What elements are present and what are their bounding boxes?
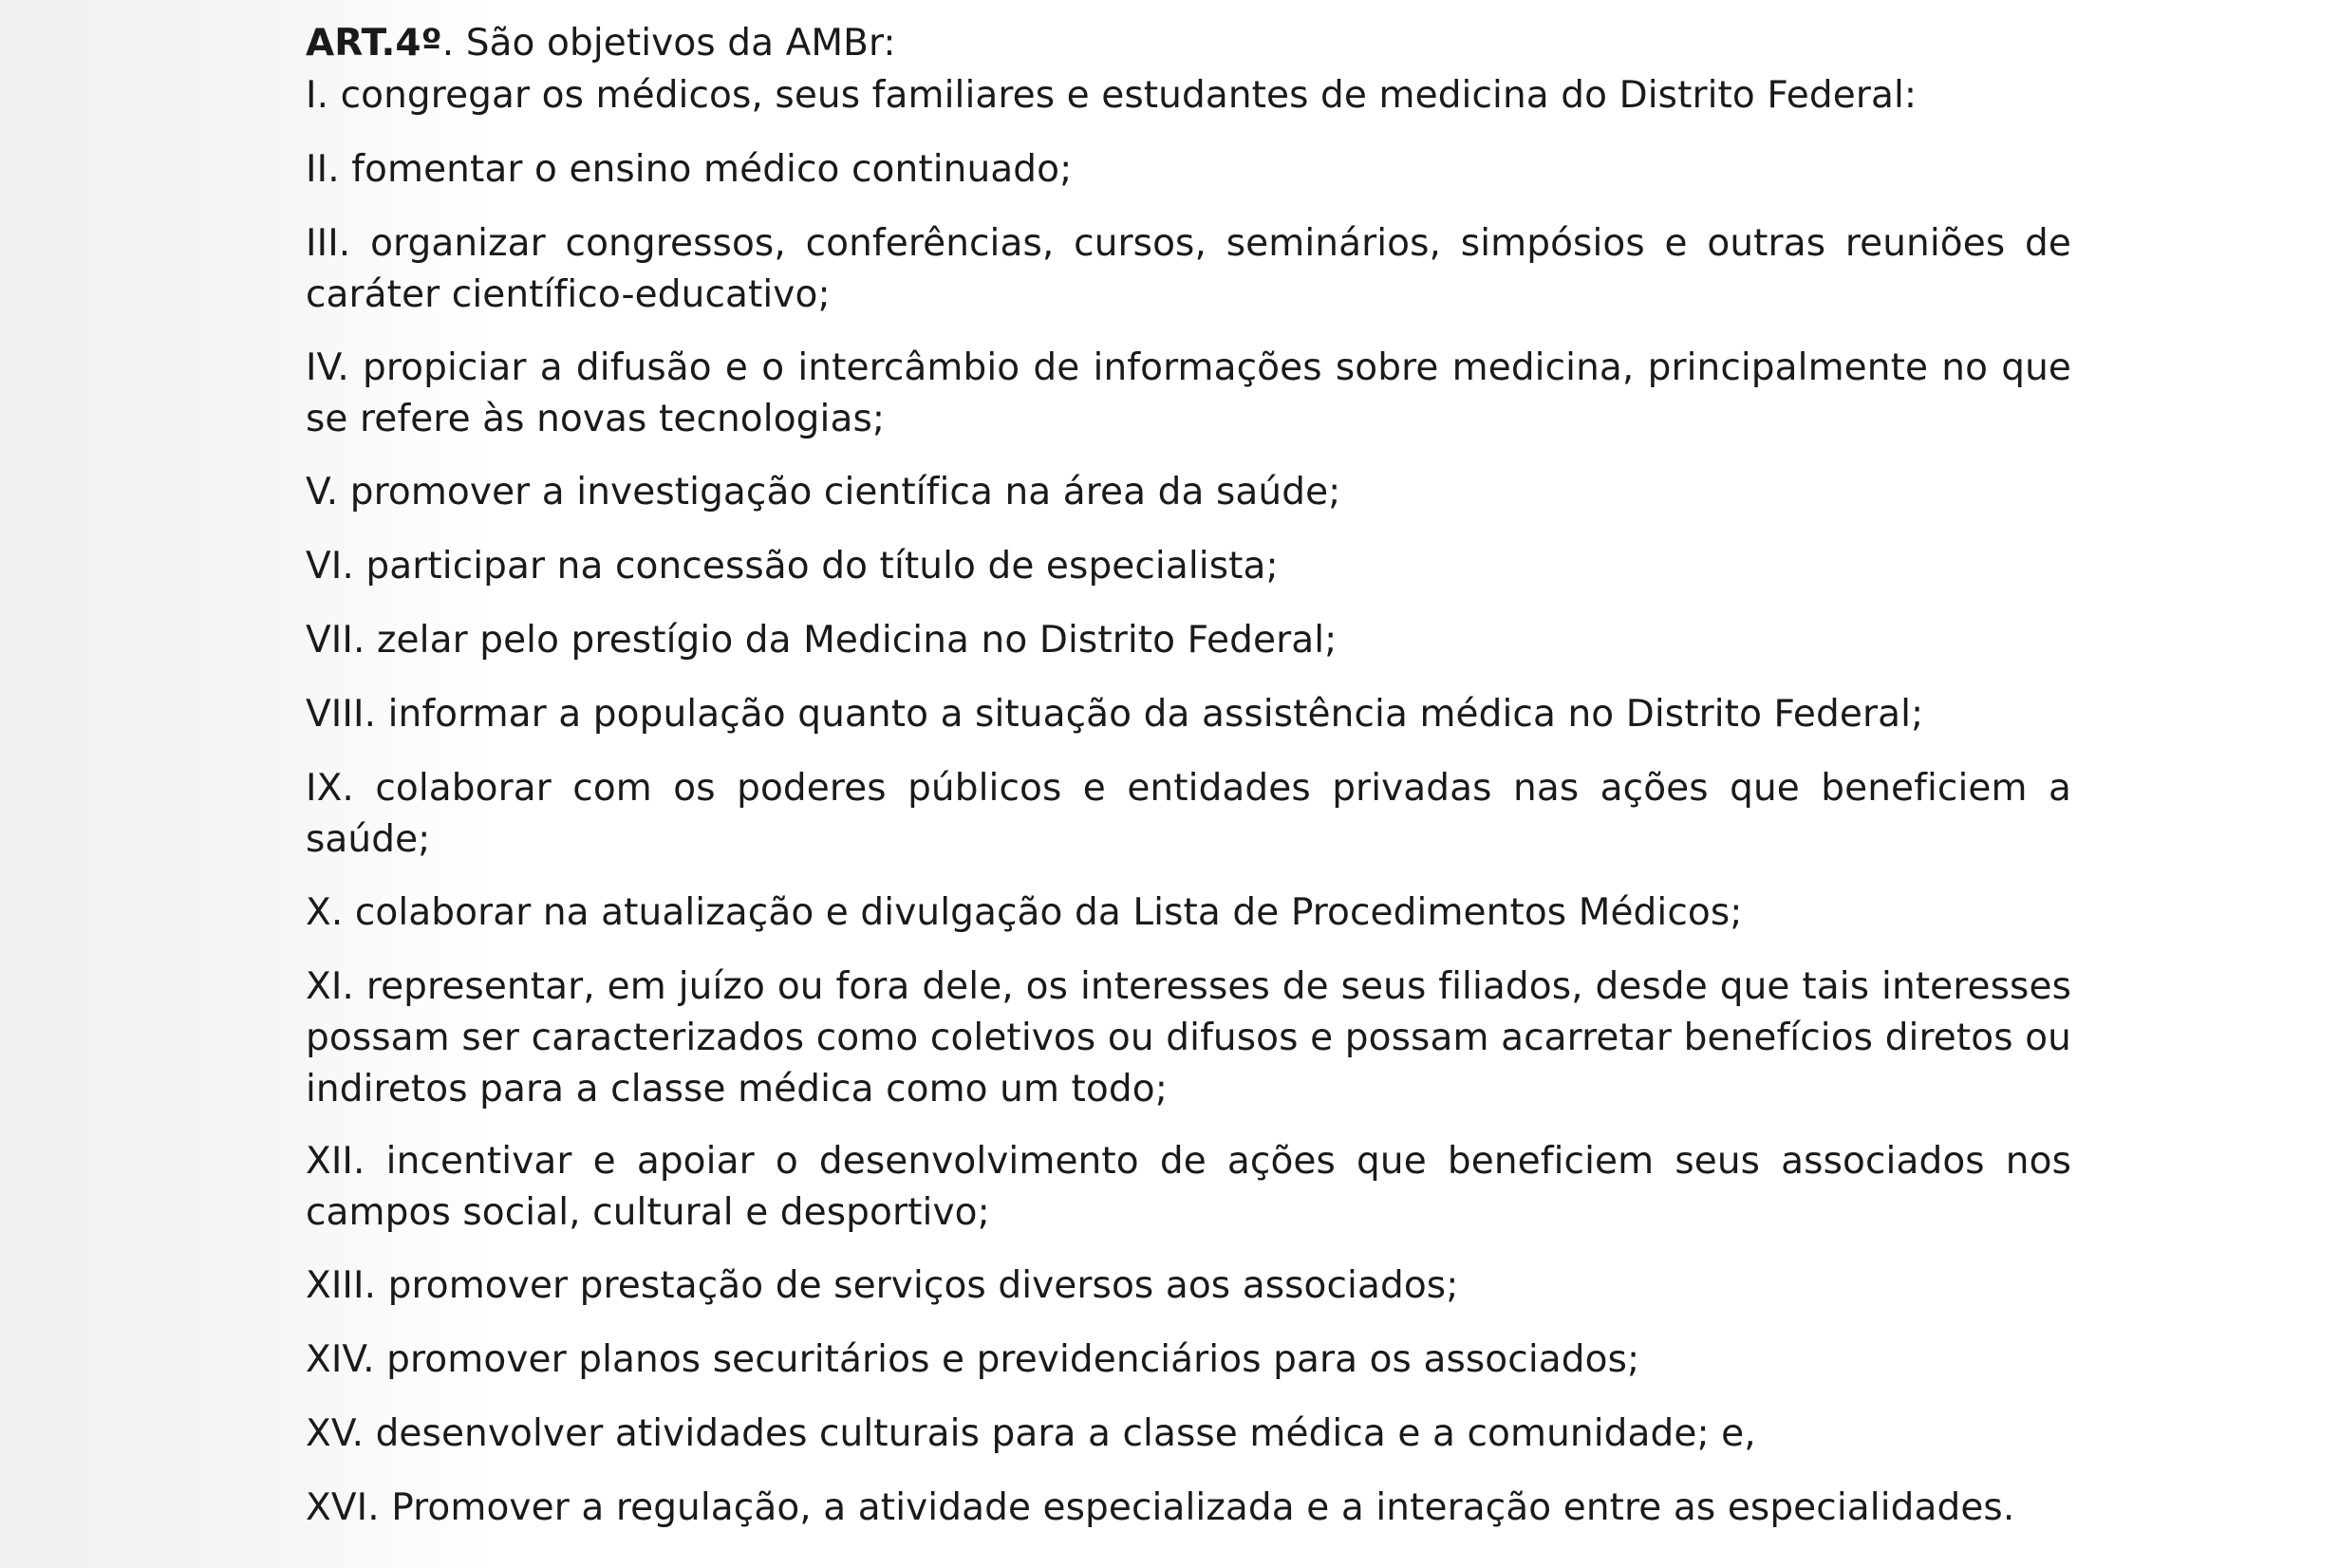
list-item <box>306 961 2071 1136</box>
list-item <box>306 615 2071 689</box>
list-item <box>306 343 2071 467</box>
list-item <box>306 541 2071 615</box>
article-label: ART.4º <box>306 22 442 65</box>
list-item <box>306 763 2071 887</box>
item-numeral: IX. <box>306 767 354 810</box>
item-numeral: XIII. <box>306 1264 377 1307</box>
item-text: propiciar a difusão e o intercâmbio de informações sobre medicina, principalmente no que se refere às novas tecnologias; <box>306 346 2071 440</box>
item-numeral: VI. <box>306 545 354 588</box>
item-text: promover a investigação científica na área da saúde; <box>349 471 1341 513</box>
item-numeral: XIV. <box>306 1338 375 1381</box>
item-numeral: V. <box>306 471 339 513</box>
article-intro: . São objetivos da AMBr: <box>441 22 896 65</box>
item-text: colaborar com os poderes públicos e entidades privadas nas ações que beneficiem a saúde; <box>306 767 2071 861</box>
list-item <box>306 1483 2071 1557</box>
list-item <box>306 70 2071 144</box>
item-text: promover prestação de serviços diversos aos associados; <box>387 1264 1459 1307</box>
item-numeral: III. <box>306 222 351 265</box>
item-text: informar a população quanto a situação da assistência médica no Distrito Federal; <box>387 693 1924 736</box>
item-numeral: XVI. <box>306 1486 380 1529</box>
item-text: promover planos securitários e previdenciários para os associados; <box>386 1338 1640 1381</box>
list-item <box>306 1409 2071 1483</box>
item-text: zelar pelo prestígio da Medicina no Distrito Federal; <box>376 619 1338 662</box>
item-text: congregar os médicos, seus familiares e estudantes de medicina do Distrito Federal: <box>340 74 1918 117</box>
list-item <box>306 1260 2071 1335</box>
list-item <box>306 887 2071 961</box>
item-text: fomentar o ensino médico continuado; <box>351 148 1073 191</box>
item-text: Promover a regulação, a atividade especializada e a interação entre as especialidades. <box>391 1486 2015 1529</box>
article-body <box>306 17 2071 1557</box>
item-numeral: XI. <box>306 965 354 1008</box>
item-text: participar na concessão do título de especialista; <box>365 545 1279 588</box>
article-heading <box>306 17 2071 70</box>
item-text: colaborar na atualização e divulgação da Lista de Procedimentos Médicos; <box>354 891 1743 934</box>
item-text: desenvolver atividades culturais para a classe médica e a comunidade; e, <box>375 1412 1756 1455</box>
list-item <box>306 1136 2071 1260</box>
list-item <box>306 467 2071 541</box>
list-item <box>306 689 2071 763</box>
item-text: organizar congressos, conferências, cursos, seminários, simpósios e outras reuniões de caráter científico-educativo; <box>306 222 2071 316</box>
list-item <box>306 218 2071 343</box>
item-numeral: II. <box>306 148 340 191</box>
item-numeral: I. <box>306 74 329 117</box>
item-numeral: VII. <box>306 619 365 662</box>
list-item <box>306 1335 2071 1409</box>
item-text: incentivar e apoiar o desenvolvimento de ações que beneficiem seus associados nos campos social, cultural e desportivo; <box>306 1140 2072 1234</box>
item-numeral: XII. <box>306 1140 365 1183</box>
item-numeral: IV. <box>306 346 349 389</box>
item-numeral: X. <box>306 891 344 934</box>
item-numeral: VIII. <box>306 693 377 736</box>
list-item <box>306 144 2071 218</box>
item-numeral: XV. <box>306 1412 365 1455</box>
item-text: representar, em juízo ou fora dele, os interesses de seus filiados, desde que tais interesses possam ser caracterizados como coletivos ou difusos e possam acarretar benefícios diretos ou indiretos para a classe médica como um todo; <box>306 965 2071 1111</box>
